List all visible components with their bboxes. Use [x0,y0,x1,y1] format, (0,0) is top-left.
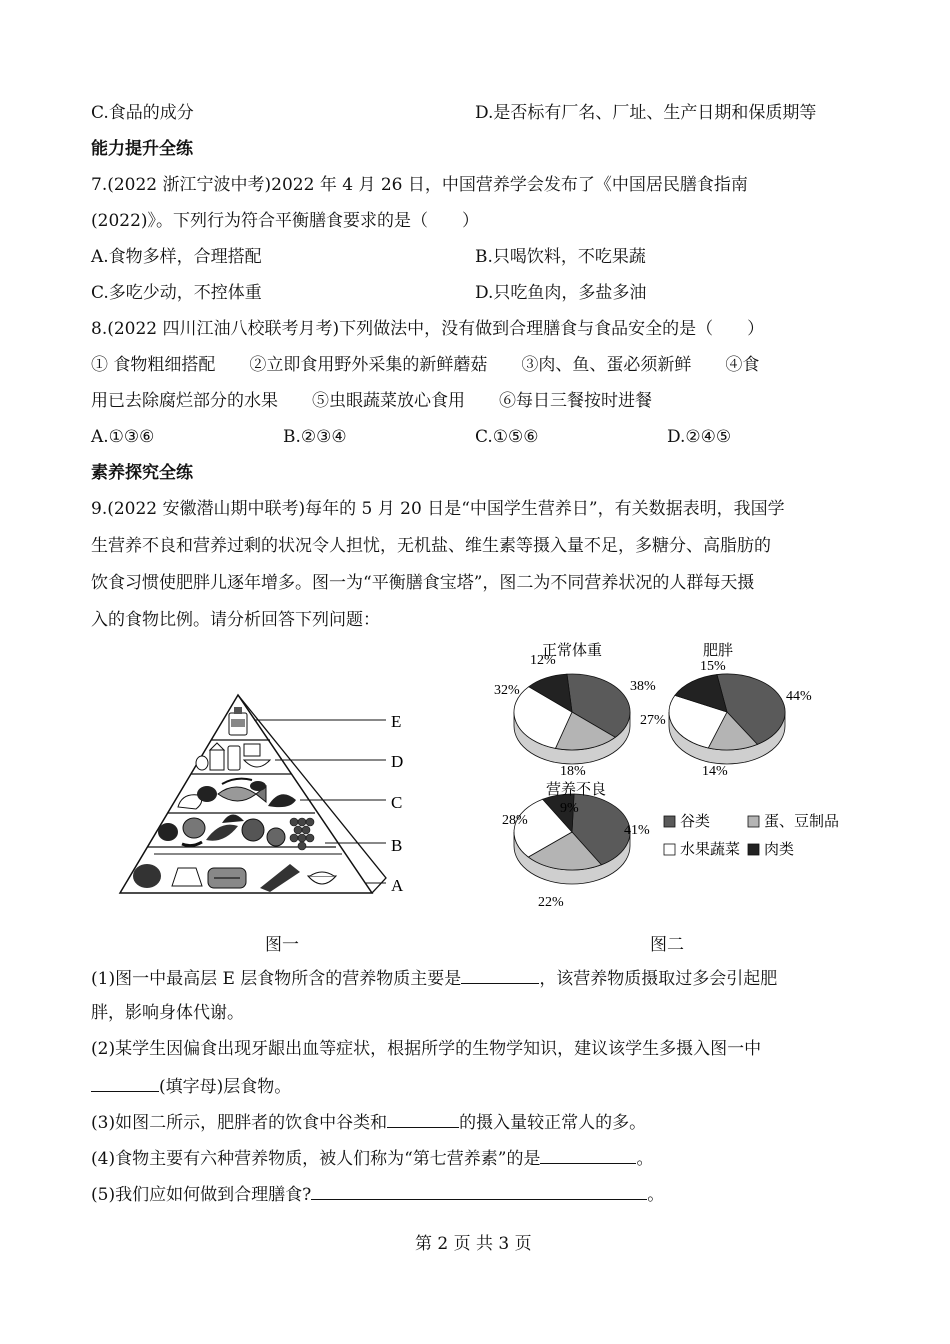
legend-swatch-1 [664,816,675,827]
q7-option-b: B.只喝饮料，不吃果蔬 [475,247,646,267]
nutrition-pie-charts [480,630,860,915]
q9-sub3-text-b: 的摄入量较正常人的多。 [459,1113,647,1133]
pie-value-label: 9% [560,801,579,816]
pyramid-level-d: D [391,752,404,771]
legend-label-4: 肉类 [764,842,795,858]
grains-icon [133,864,336,892]
q9-sub2-answer-blank[interactable] [91,1074,159,1092]
q9-sub1-answer-blank[interactable] [461,966,539,984]
pyramid-level-b: B [391,836,403,855]
q9-sub4-text-a: (4)食物主要有六种营养物质，被人们称为“第七营养素”的是 [91,1149,541,1169]
q9-sub2-text: (填字母)层食物。 [159,1077,292,1097]
pie-value-label: 41% [624,823,650,838]
q9-sub1-line1 [91,966,777,990]
pie-chart-1 [494,642,656,779]
figure1-caption: 图一 [265,935,299,955]
q7-option-d: D.只吃鱼肉，多盐多油 [475,283,647,303]
q9-sub4-text-b: 。 [636,1149,654,1169]
food-pyramid-figure [110,690,420,905]
figure2-caption: 图二 [650,935,684,955]
q9-stem-line4: 入的食物比例。请分析回答下列问题： [91,610,380,630]
pie-value-label: 32% [494,683,520,698]
q8-option-d: D.②④⑤ [667,427,732,447]
q9-sub5-line [91,1182,664,1206]
pie-value-label: 44% [786,689,812,704]
q8-option-b: B.②③④ [283,427,347,447]
q9-sub2-line1: (2)某学生因偏食出现牙龈出血等症状，根据所学的生物学知识，建议该学生多摄入图一中 [91,1039,762,1059]
page-footer: 第 2 页 共 3 页 [415,1234,532,1254]
legend-swatch-3 [664,844,675,855]
pie-value-label: 14% [702,764,728,779]
q9-sub1-line2: 胖，影响身体代谢。 [91,1003,244,1023]
pie-value-label: 27% [640,713,666,728]
legend-label-2: 蛋、豆制品 [764,814,840,830]
q8-items-line1: ① 食物粗细搭配 ②立即食用野外采集的新鲜蘑菇 ③肉、鱼、蛋必须新鲜 ④食 [91,355,760,375]
pie-title: 正常体重 [542,643,603,659]
q9-sub3-text-a: (3)如图二所示，肥胖者的饮食中谷类和 [91,1113,388,1133]
q8-option-c: C.①⑤⑥ [475,427,539,447]
pie-value-label: 38% [630,679,656,694]
legend-label-1: 谷类 [680,814,711,830]
q9-sub3-line [91,1110,646,1134]
q9-stem-line1: 9.(2022 安徽潜山期中联考)每年的 5 月 20 日是“中国学生营养日”，有关数据表明，我国学 [91,499,785,519]
pie-value-label: 18% [560,764,586,779]
q9-stem-line2: 生营养不良和营养过剩的状况令人担忧，无机盐、维生素等摄入量不足，多糖分、高脂肪的 [91,536,771,556]
q9-sub5-answer-blank[interactable] [311,1182,647,1200]
oil-bottle-icon [229,707,247,735]
q9-sub1-text-a: (1)图一中最高层 E 层食物所含的营养物质主要是 [91,969,462,989]
section-heading-literacy: 素养探究全练 [91,463,193,483]
q6-option-c: C.食品的成分 [91,103,194,123]
q6-option-d: D.是否标有厂名、厂址、生产日期和保质期等 [475,103,817,123]
q8-stem: 8.(2022 四川江油八校联考月考)下列做法中，没有做到合理膳食与食品安全的是（ ） [91,319,765,339]
pie-value-label: 12% [530,653,556,668]
q9-sub2-line2 [91,1074,291,1098]
q9-sub4-line [91,1146,653,1170]
legend-label-3: 水果蔬菜 [680,842,741,858]
q9-sub1-text-b: ，该营养物质摄取过多会引起肥 [539,969,778,989]
pie-title: 营养不良 [546,782,607,798]
q7-option-c: C.多吃少动，不控体重 [91,283,262,303]
legend-swatch-2 [748,816,759,827]
pyramid-level-e: E [391,712,402,731]
q7-option-a: A.食物多样，合理搭配 [91,247,262,267]
pyramid-level-a: A [391,876,404,895]
q9-stem-line3: 饮食习惯使肥胖儿逐年增多。图一为“平衡膳食宝塔”，图二为不同营养状况的人群每天摄 [91,573,755,593]
pie-value-label: 22% [538,895,564,910]
q7-stem-line2: (2022)》。下列行为符合平衡膳食要求的是（ ） [91,211,480,231]
meat-fish-icon [178,779,296,809]
pie-value-label: 15% [700,659,726,674]
q9-sub5-text-a: (5)我们应如何做到合理膳食? [91,1185,312,1205]
pie-chart-2 [640,642,812,779]
vegetables-fruit-icon [158,814,314,850]
q9-sub4-answer-blank[interactable] [540,1146,636,1164]
pie-value-label: 28% [502,813,528,828]
q9-sub5-text-b: 。 [647,1185,665,1205]
q8-items-line2: 用已去除腐烂部分的水果 ⑤虫眼蔬菜放心食用 ⑥每日三餐按时进餐 [91,391,652,411]
pyramid-level-c: C [391,793,403,812]
section-heading-ability: 能力提升全练 [91,139,193,159]
legend-swatch-4 [748,844,759,855]
pie-title: 肥胖 [703,643,734,659]
pie-chart-3 [502,780,650,910]
q9-sub3-answer-blank[interactable] [387,1110,459,1128]
pie-legend [664,812,839,858]
q8-option-a: A.①③⑥ [91,427,155,447]
q7-stem-line1: 7.(2022 浙江宁波中考)2022 年 4 月 26 日，中国营养学会发布了《中国居民膳食指南 [91,175,748,195]
